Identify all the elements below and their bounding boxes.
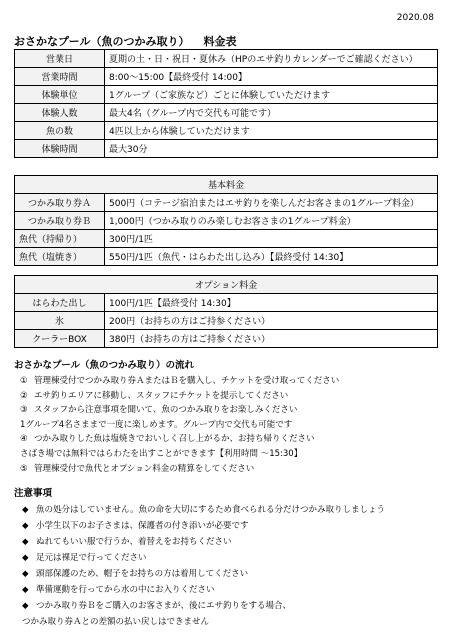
info-row (15, 122, 438, 140)
step-number: ④ (20, 434, 28, 445)
option-fee-label: クーラーBOX (15, 330, 105, 348)
note-text: 小学生以下のお子さまは、保護者の付き添いが必要です (36, 521, 249, 531)
diamond-bullet-icon: ◆ (22, 521, 29, 531)
option-fee-row (15, 312, 438, 330)
document-date: 2020.08 (396, 13, 434, 23)
info-value: 最大4名（グループ内で交代も可能です） (105, 104, 438, 122)
step-continuation: さばき場では無料ではらわたを出すことができます【利用時間 ～15:30】 (20, 448, 303, 459)
basic-fee-value: 1,000円（つかみ取りのみ楽しむお客さまの1グループ料金） (105, 212, 438, 230)
info-value: 8:00～15:00【最終受付 14:00】 (105, 68, 438, 86)
notes-list (22, 502, 440, 630)
diamond-bullet-icon: ◆ (22, 569, 29, 579)
flow-step (20, 374, 440, 389)
basic-fee-heading-row (15, 176, 438, 194)
note-item (22, 534, 440, 550)
info-row (15, 86, 438, 104)
step-text: つかみ取りした魚は塩焼きでおいしく召し上がるか、お持ち帰りください (34, 434, 315, 445)
note-item (22, 598, 440, 614)
step-number: ② (20, 390, 28, 401)
diamond-bullet-icon: ◆ (22, 505, 29, 515)
basic-fee-row (15, 248, 438, 266)
flow-step (20, 389, 440, 404)
step-text: 管理棟受付でつかみ取り券ＡまたはＢを購入し、チケットを受け取ってください (34, 376, 340, 386)
step-text: エサ釣りエリアに移動し、スタッフにチケットを提示してください (34, 390, 289, 401)
basic-fee-row (15, 194, 438, 212)
note-text: つかみ取り券Ｂをご購入のお客さまが、後にエサ釣りをする場合、 (36, 601, 292, 611)
step-continuation: 1グループ4名さままで一度に楽しめます。グループ内で交代も可能です (20, 419, 293, 430)
info-table (14, 49, 438, 158)
diamond-bullet-icon: ◆ (22, 585, 29, 595)
option-fee-value: 200円（お持ちの方はご持参ください） (105, 312, 438, 330)
info-row (15, 50, 438, 68)
basic-fee-label: つかみ取り券Ｂ (15, 212, 105, 230)
option-fee-label: 氷 (15, 312, 105, 330)
basic-fee-label: 魚代（塩焼き） (15, 248, 105, 266)
info-row (15, 104, 438, 122)
title-main: おさかなプール（魚のつかみ取り） (14, 35, 190, 48)
step-text: 管理棟受付で魚代とオプション料金の精算をしてください (34, 463, 255, 474)
note-text: 準備運動を行ってから水の中にお入りください (36, 585, 215, 595)
info-row (15, 140, 438, 158)
basic-fee-label: つかみ取り券Ａ (15, 194, 105, 212)
note-item (22, 550, 440, 566)
basic-fee-row (15, 212, 438, 230)
basic-fee-value: 550円/1匹（魚代・はらわた出し込み）【最終受付 14:30】 (105, 248, 438, 266)
basic-fee-label: 魚代（持帰り） (15, 230, 105, 248)
option-fee-heading: オプション料金 (15, 276, 438, 294)
basic-fee-heading: 基本料金 (15, 176, 438, 194)
basic-fee-table (14, 175, 438, 266)
info-label: 魚の数 (15, 122, 105, 140)
step-number: ③ (20, 405, 28, 416)
info-value: 夏期の土・日・祝日・夏休み（HPのエサ釣りカレンダーでご確認ください） (105, 50, 438, 68)
step-number: ⑤ (20, 463, 28, 474)
note-item (22, 566, 440, 582)
option-fee-value: 100円/1匹【最終受付 14:30】 (105, 294, 438, 312)
info-label: 体験時間 (15, 140, 105, 158)
info-value: 最大30分 (105, 140, 438, 158)
diamond-bullet-icon: ◆ (22, 537, 29, 547)
info-label: 営業時間 (15, 68, 105, 86)
title-suffix: 料金表 (203, 35, 237, 48)
basic-fee-row (15, 230, 438, 248)
notes-title: 注意事項 (14, 488, 53, 499)
option-fee-row (15, 294, 438, 312)
info-label: 体験単位 (15, 86, 105, 104)
diamond-bullet-icon: ◆ (22, 601, 29, 611)
info-value: 4匹以上から体験していただけます (105, 122, 438, 140)
flow-steps (20, 374, 440, 476)
option-fee-table (14, 275, 438, 348)
note-text: 魚の処分はしていません。魚の命を大切にするため食べられる分だけつかみ取りしましょう (36, 505, 386, 515)
info-label: 体験人数 (15, 104, 105, 122)
note-text: ぬれてもいい服で行うか、着替えをお持ちください (36, 537, 232, 547)
option-fee-row (15, 330, 438, 348)
note-text: 足元は裸足で行ってください (36, 553, 147, 563)
note-continuation: つかみ取り券Ａとの差額の払い戻しはできません (22, 617, 210, 627)
flow-step (20, 462, 440, 477)
flow-title: おさかなプール（魚のつかみ取り）の流れ (14, 360, 195, 371)
note-item (22, 502, 440, 518)
option-fee-heading-row (15, 276, 438, 294)
step-text: スタッフから注意事項を聞いて、魚のつかみ取りをお楽しみください (34, 405, 298, 416)
note-text: 頭部保護のため、帽子をお持ちの方は着用してください (36, 569, 249, 579)
note-item (22, 518, 440, 534)
option-fee-label: はらわた出し (15, 294, 105, 312)
info-row (15, 68, 438, 86)
flow-step (20, 403, 440, 418)
diamond-bullet-icon: ◆ (22, 553, 29, 563)
page-title (14, 33, 236, 49)
basic-fee-value: 300円/1匹 (105, 230, 438, 248)
option-fee-value: 380円（お持ちの方はご持参ください） (105, 330, 438, 348)
note-item (22, 582, 440, 598)
flow-step (20, 432, 440, 447)
info-value: 1グループ（ご家族など）ごとに体験していただけます (105, 86, 438, 104)
info-label: 営業日 (15, 50, 105, 68)
basic-fee-value: 500円（コテージ宿泊またはエサ釣りを楽しんだお客さまの1グループ料金） (105, 194, 438, 212)
step-number: ① (20, 376, 28, 386)
